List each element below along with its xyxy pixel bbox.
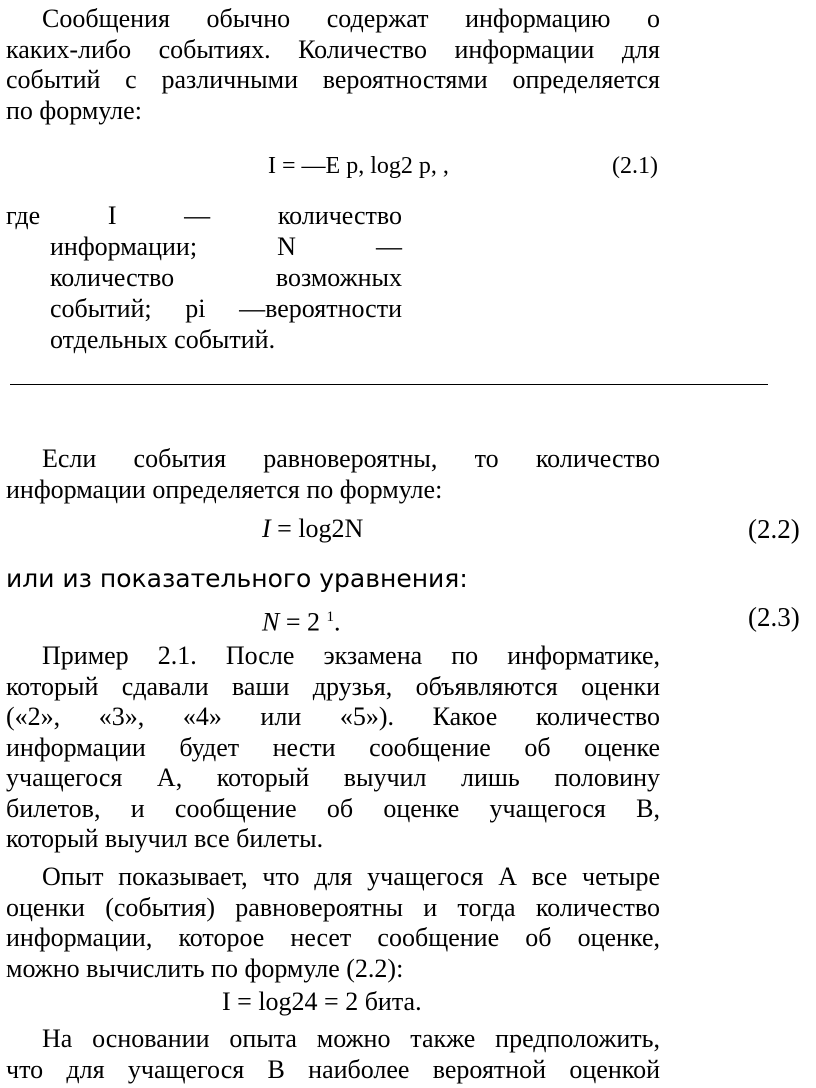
text-line: Если события равновероятны, то количество: [42, 444, 660, 473]
text-line: («2», «3», «4» или «5»). Какое количество: [6, 702, 660, 731]
definition-line-5: отдельных событий.: [50, 325, 276, 354]
text-line: который выучил все билеты.: [6, 824, 324, 853]
exponential-equation-intro: или из показательного уравнения:: [6, 564, 468, 593]
text-line: информации будет нести сообщение об оценке: [6, 732, 660, 762]
intro-paragraph: [6, 4, 660, 126]
text-line: можно вычислить по формуле (2.2):: [6, 953, 404, 983]
experience-paragraph: [6, 862, 660, 984]
formula-period: .: [334, 607, 341, 637]
definition-line-4: событий; pi —вероятности: [50, 294, 402, 323]
formula-variable-i: I: [262, 514, 271, 543]
equiprobable-paragraph: [6, 444, 660, 505]
formula-expression: = 2: [279, 607, 327, 637]
text-line: На основании опыта можно также предположить,: [42, 1024, 660, 1053]
text-line: событий с различными вероятностями определяется: [6, 65, 660, 94]
definition-line-1: [6, 200, 402, 231]
equation-number-2-1: (2.1): [612, 153, 658, 179]
text-line: по формуле:: [6, 95, 142, 125]
definition-text: информации; N —: [50, 232, 402, 261]
text-line: что для учащегося В наиболее вероятной оценкой: [6, 1054, 660, 1084]
formula-2-1: I = —E p, log2 p, ,: [268, 153, 449, 179]
text-line: Опыт показывает, что для учащегося А все четыре: [42, 862, 660, 891]
text-line: учащегося А, который выучил лишь половину: [6, 763, 660, 792]
formula-exponent: 1: [326, 609, 335, 625]
equation-number-2-2: (2.2): [748, 514, 800, 544]
text-line: каких-либо событиях. Количество информации для: [6, 34, 660, 64]
text-line: который сдавали ваши друзья, объявляются оценки: [6, 671, 660, 701]
text-line: Сообщения обычно содержат информацию о: [42, 4, 660, 33]
definitions-block: [6, 200, 402, 355]
text-line: билетов, и сообщение об оценке учащегося В,: [6, 793, 660, 823]
text-line: информации определяется по формуле:: [6, 474, 443, 504]
section-divider: [10, 384, 768, 385]
definition-line-2: [6, 231, 402, 262]
formula-2-3: [262, 602, 341, 638]
text-line: оценки (события) равновероятны и тогда количество: [6, 892, 660, 922]
equation-number-2-3: (2.3): [748, 602, 800, 632]
text-line: информации, которое несет сообщение об оценке,: [6, 923, 660, 952]
formula-variable-n: N: [262, 607, 280, 637]
formula-2-2: [262, 514, 363, 544]
definition-text: где I — количество: [6, 201, 402, 230]
formula-log24: I = log24 = 2 бита.: [222, 987, 422, 1016]
definition-line-3: количество возможных: [50, 263, 402, 292]
assumption-paragraph: [6, 1024, 660, 1085]
formula-expression: = log2N: [270, 514, 364, 543]
example-paragraph: [6, 641, 660, 855]
text-line: Пример 2.1. После экзамена по информатике,: [42, 641, 660, 670]
